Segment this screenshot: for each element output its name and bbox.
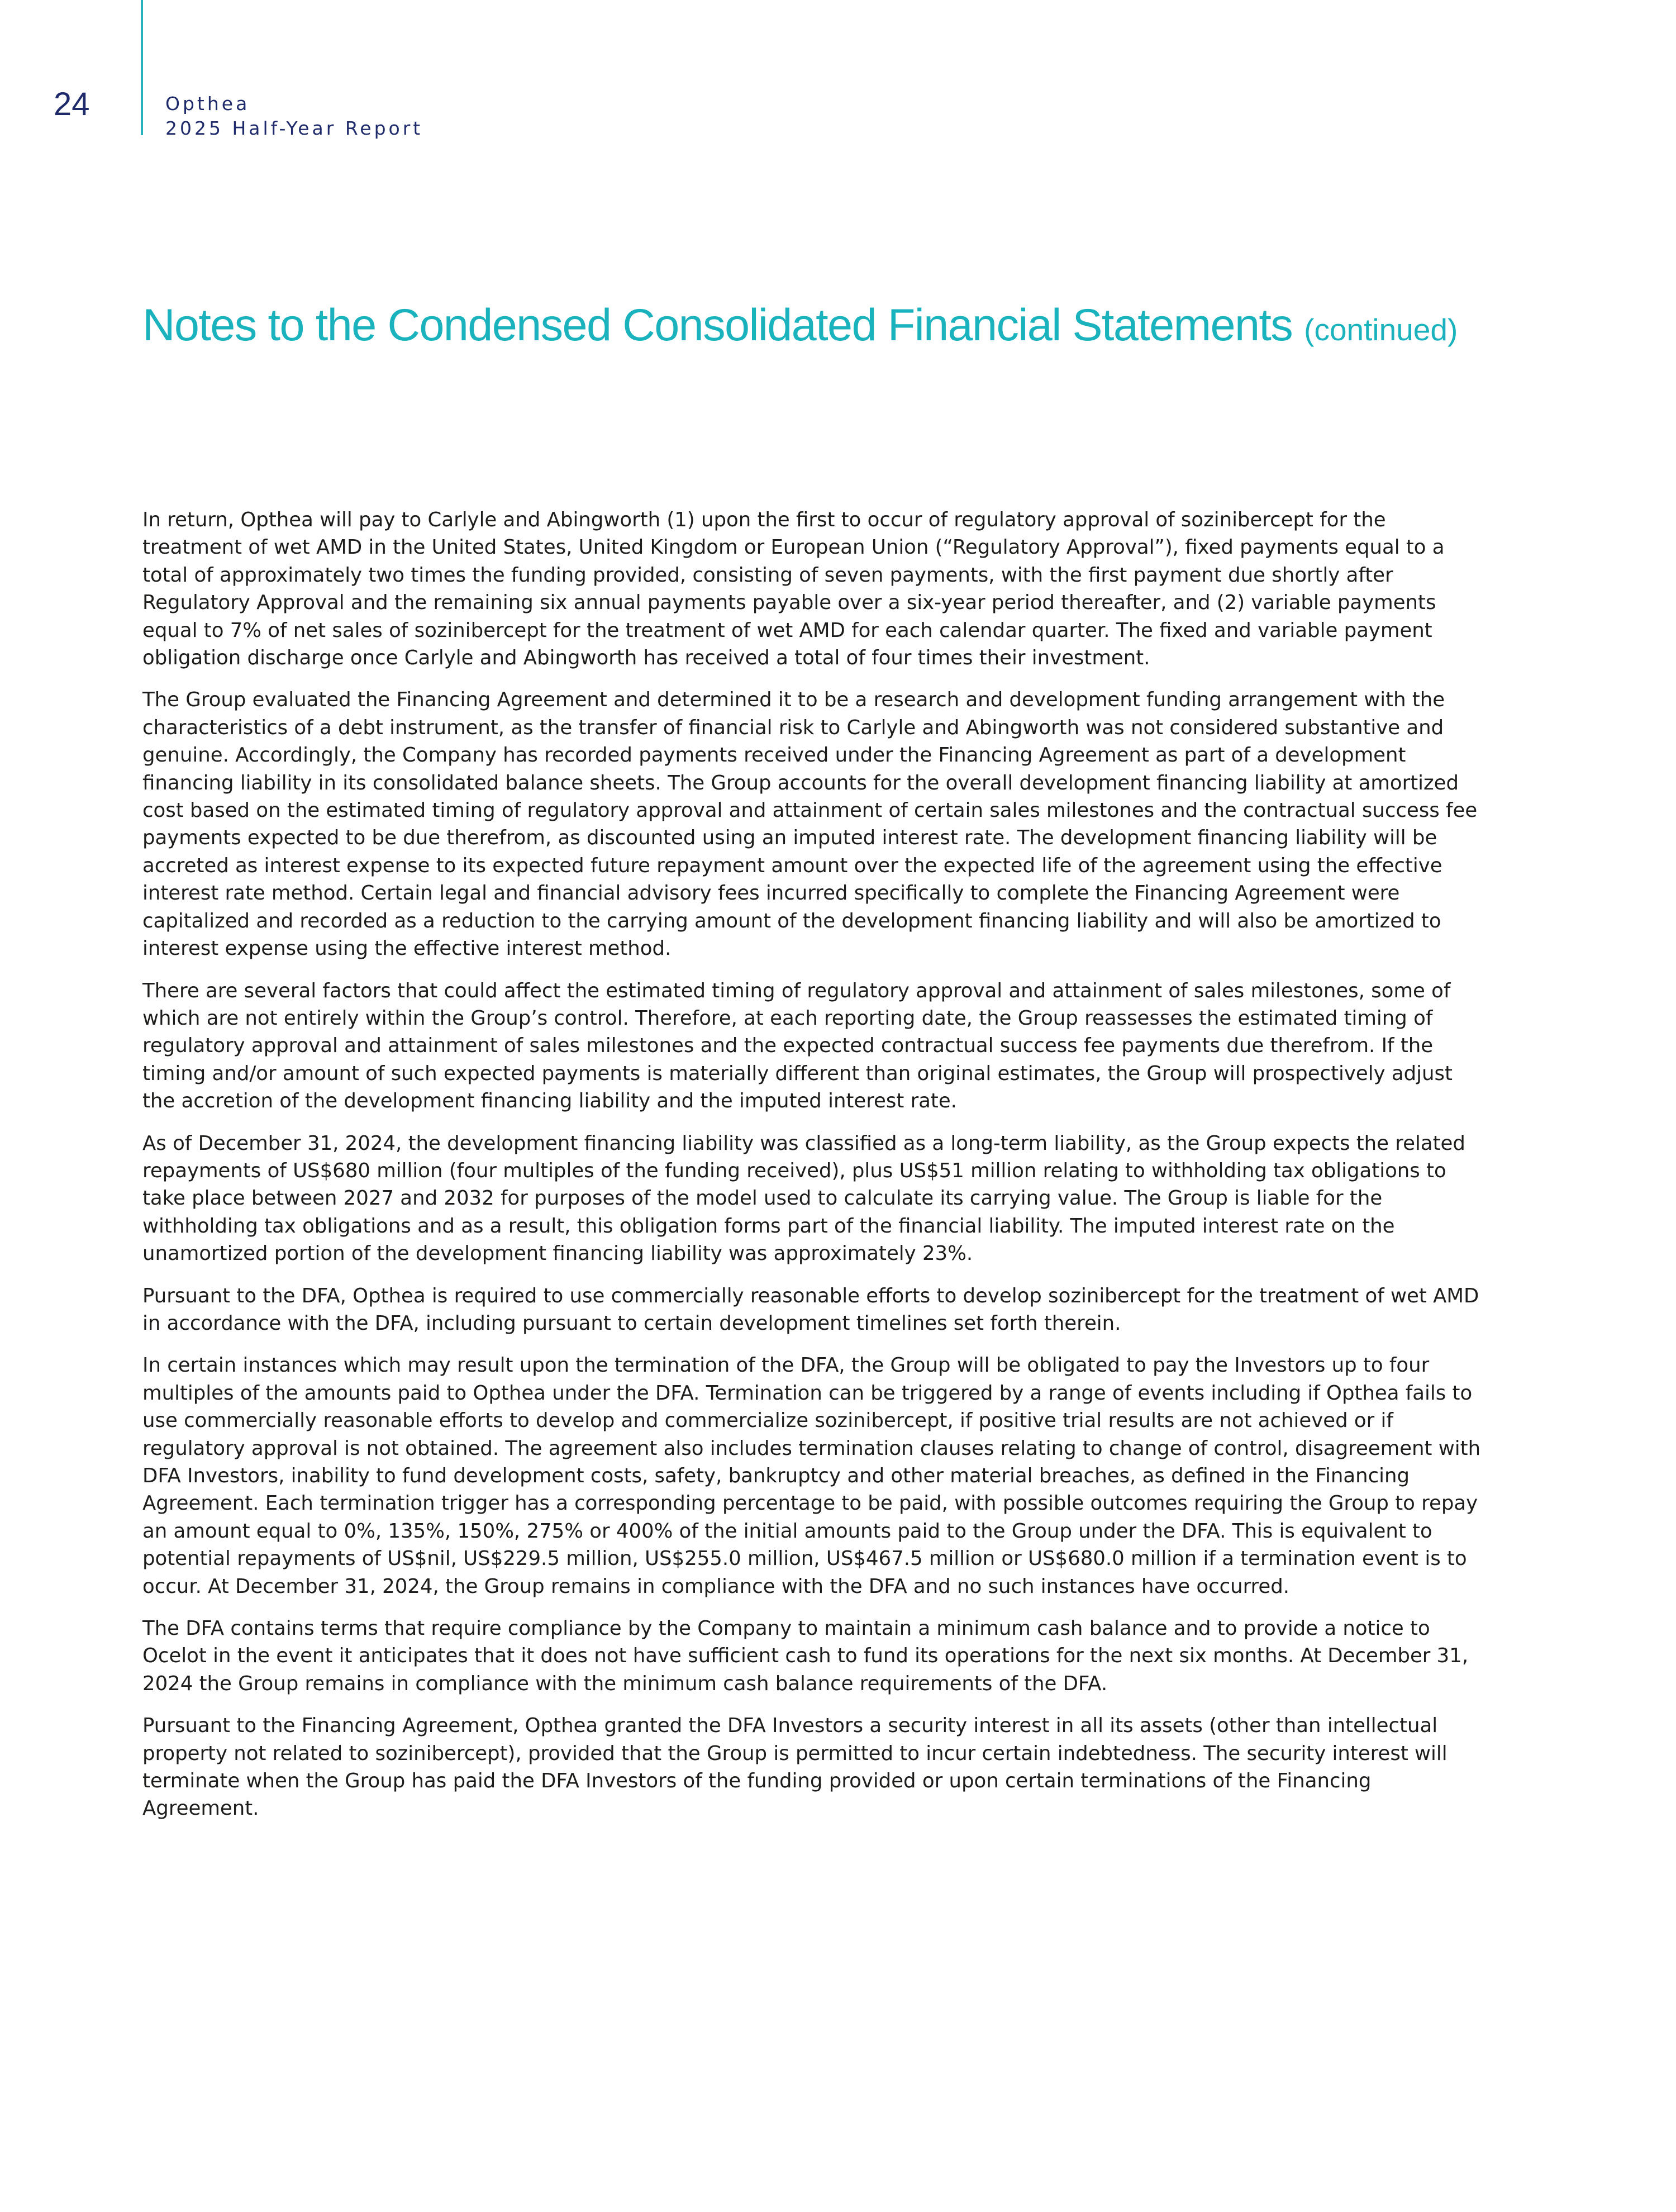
paragraph: There are several factors that could affect the estimated timing of regulatory approval and attainment of sales milestones, some of which are not entirely within the Group’s control. Therefore, at each reporting date, the Group reassesses the estimated timing of regulatory approval and attainment of sales milestones and the expected contractual success fee payments due therefrom. If the timing and/or amount of such expected payments is materially different than original estimates, the Group will prospectively adjust the accretion of the development financing liability and the imputed interest rate.	[142, 979, 1453, 1113]
page-number: 24	[54, 86, 90, 122]
paragraph: In certain instances which may result upon the termination of the DFA, the Group will be obligated to pay the Investors up to four multiples of the amounts paid to Opthea under the DFA. Termination can be triggered by a range of events including if Opthea fails to use commercially reasonable efforts to develop and commercialize sozinibercept, if positive trial results are not achieved or if regulatory approval is not obtained. The agreement also includes termination clauses relating to change of control, disagreement with DFA Investors, inability to fund development costs, safety, bankruptcy and other material breaches, as defined in the Financing Agreement. Each termination trigger has a corresponding percentage to be paid, with possible outcomes requiring the Group to repay an amount equal to 0%, 135%, 150%, 275% or 400% of the initial amounts paid to the Group under the DFA. This is equivalent to potential repayments of US$nil, US$229.5 million, US$255.0 million, US$467.5 million or US$680.0 million if a termination event is to occur. At December 31, 2024, the Group remains in compliance with the DFA and no such instances have occurred.	[142, 1354, 1481, 1598]
running-header	[165, 92, 423, 141]
paragraph: Pursuant to the Financing Agreement, Opthea granted the DFA Investors a security interest in all its assets (other than intellectual property not related to sozinibercept), provided that the Group is permitted to incur certain indebtedness. The security interest will terminate when the Group has paid the DFA Investors of the funding provided or upon certain terminations of the Financing Agreement.	[142, 1714, 1448, 1820]
paragraph: The DFA contains terms that require compliance by the Company to maintain a minimum cash balance and to provide a notice to Ocelot in the event it anticipates that it does not have sufficient cash to fund its operations for the next six months. At December 31, 2024 the Group remains in compliance with the minimum cash balance requirements of the DFA.	[142, 1617, 1469, 1695]
paragraph: In return, Opthea will pay to Carlyle and Abingworth (1) upon the first to occur of regulatory approval of sozinibercept for the treatment of wet AMD in the United States, United Kingdom or European Union (“Regulatory Approval”), fixed payments equal to a total of approximately two times the funding provided, consisting of seven payments, with the first payment due shortly after Regulatory Approval and the remaining six annual payments payable over a six-year period thereafter, and (2) variable payments equal to 7% of net sales of sozinibercept for the treatment of wet AMD for each calendar quarter. The fixed and variable payment obligation discharge once Carlyle and Abingworth has received a total of four times their investment.	[142, 508, 1445, 670]
paragraph: Pursuant to the DFA, Opthea is required to use commercially reasonable efforts to develop sozinibercept for the treatment of wet AMD in accordance with the DFA, including pursuant to certain development timelines set forth therein.	[142, 1284, 1479, 1335]
company-name: Opthea	[165, 93, 250, 115]
page-title-main: Notes to the Condensed Consolidated Financial Statements	[142, 300, 1293, 350]
page-title	[142, 301, 1458, 350]
paragraph: As of December 31, 2024, the development financing liability was classified as a long-term liability, as the Group expects the related repayments of US$680 million (four multiples of the funding received), plus US$51 million relating to withholding tax obligations to take place between 2027 and 2032 for purposes of the model used to calculate its carrying value. The Group is liable for the withholding tax obligations and as a result, this obligation forms part of the financial liability. The imputed interest rate on the unamortized portion of the development financing liability was approximately 23%.	[142, 1131, 1465, 1266]
header-divider	[141, 0, 143, 135]
report-name: 2025 Half-Year Report	[165, 117, 423, 139]
notes-body	[142, 506, 1483, 1837]
paragraph: The Group evaluated the Financing Agreement and determined it to be a research and development funding arrangement with the characteristics of a debt instrument, as the transfer of financial risk to Carlyle and Abingworth was not considered substantive and genuine. Accordingly, the Company has recorded payments received under the Financing Agreement as part of a development financing liability in its consolidated balance sheets. The Group accounts for the overall development financing liability at amortized cost based on the estimated timing of regulatory approval and attainment of certain sales milestones and the contractual success fee payments expected to be due therefrom, as discounted using an imputed interest rate. The development financing liability will be accreted as interest expense to its expected future repayment amount over the expected life of the agreement using the effective interest rate method. Certain legal and financial advisory fees incurred specifically to complete the Financing Agreement were capitalized and recorded as a reduction to the carrying amount of the development financing liability and will also be amortized to interest expense using the effective interest method.	[142, 688, 1478, 960]
page-title-suffix: (continued)	[1304, 312, 1458, 347]
